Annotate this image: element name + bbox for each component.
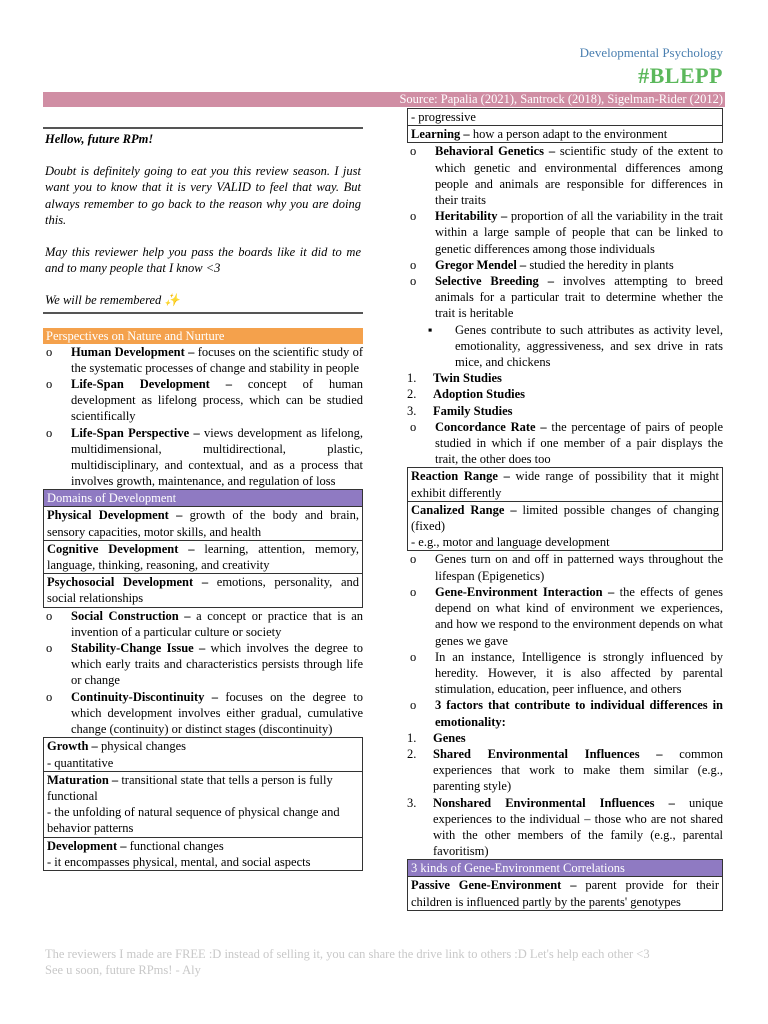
intro-paragraph-2: May this reviewer help you pass the boards like it did to me and to many people that I know <3	[45, 245, 361, 276]
domains-heading: Domains of Development	[44, 490, 362, 506]
list-item: o 3 factors that contribute to individual differences in emotionality:	[407, 697, 723, 729]
list-item: o Human Development – focuses on the scientific study of the systematic processes of change and stability in people	[43, 344, 363, 376]
list-item: o Heritability – proportion of all the variability in the trait within a large sample of people that can be linked to genetic differences among those individuals	[407, 208, 723, 257]
table-row: Psychosocial Development – emotions, personality, and social relationships	[44, 573, 362, 606]
list-item: o Continuity-Discontinuity – focuses on the degree to which development involves either gradual, cumulative change (continuity) or distinct stages (discontinuity)	[43, 689, 363, 738]
table-row: Canalized Range – limited possible changes of changing (fixed) - e.g., motor and language development	[408, 501, 722, 551]
list-item: 2. Shared Environmental Influences – common experiences that work to make them similar (e.g., parenting style)	[407, 746, 723, 794]
list-item: 1. Twin Studies	[407, 371, 502, 386]
table-row: Development – functional changes - it encompasses physical, mental, and social aspects	[44, 837, 362, 870]
source-band	[43, 92, 725, 107]
sub-bullet-list	[407, 322, 723, 371]
footer-note	[45, 946, 725, 978]
footer-line-1: The reviewers I made are FREE :D instead of selling it, you can share the drive link to others :D Let's help each other <3	[45, 947, 650, 961]
list-item: o Life-Span Perspective – views development as lifelong, multidimensional, multidirectional, plastic, multidisciplinary, and contextual, and as a process that involves growth, maintenance, and regulation of loss	[43, 425, 363, 490]
list-item: 3. Family Studies	[407, 403, 513, 418]
list-item: o Behavioral Genetics – scientific study of the extent to which genetic and environmental differences among people and animals are responsible for differences in their traits	[407, 143, 723, 208]
list-item: ▪ Genes contribute to such attributes as activity level, emotionality, aggressiveness, and sex drive in rats mice, and chickens	[455, 322, 723, 371]
list-item: o Concordance Rate – the percentage of pairs of people studied in which if one member of a pair displays the trait, the other does too	[407, 419, 723, 468]
perspectives-heading: Perspectives on Nature and Nurture	[43, 328, 363, 344]
gene-environment-list	[407, 551, 723, 729]
table-row: Passive Gene-Environment – parent provide for their children is influenced partly by the parents' genotypes	[408, 876, 722, 909]
intro-greeting: Hellow, future RPm!	[45, 132, 154, 146]
list-item: o Gregor Mendel – studied the heredity in plants	[407, 257, 723, 273]
range-table	[407, 467, 723, 551]
intro-closing: We will be remembered ✨	[45, 293, 180, 308]
concordance-list	[407, 419, 723, 468]
list-item: o Selective Breeding – involves attempting to breed animals for a particular trait to determine whether the trait is heritable	[407, 273, 723, 322]
table-row: Growth – physical changes - quantitative	[47, 739, 186, 770]
left-column	[43, 108, 363, 871]
right-column	[407, 108, 723, 911]
course-title: Developmental Psychology	[579, 45, 723, 60]
table-row: - progressive	[411, 110, 476, 124]
table-row: Reaction Range – wide range of possibility that it might exhibit differently	[411, 469, 719, 500]
intro-paragraph-1: Doubt is definitely going to eat you this review season. I just want you to know that it is very VALID to feel that way. But always remember to go back to the reason why you are doing this.	[45, 164, 361, 227]
source-citation: Source: Papalia (2021), Santrock (2018), Sigelman-Rider (2012)	[399, 92, 723, 106]
list-item: o In an instance, Intelligence is strongly influenced by heredity. However, it is also affected by parental stimulation, education, peer influence, and others	[407, 649, 723, 698]
list-item: o Genes turn on and off in patterned ways throughout the lifespan (Epigenetics)	[407, 551, 723, 583]
growth-table	[43, 737, 363, 871]
list-item: o Gene-Environment Interaction – the effects of genes depend on what kind of environment we experiences, and how we respond to the environment depends on what genes we gave	[407, 584, 723, 649]
correlations-heading: 3 kinds of Gene-Environment Correlations	[408, 860, 722, 876]
perspectives-list	[43, 344, 363, 490]
list-item: o Stability-Change Issue – which involves the degree to which early traits and characteristics persists through life or change	[43, 640, 363, 689]
footer-line-2: See u soon, future RPms! - Aly	[45, 963, 201, 977]
intro-note	[43, 127, 363, 314]
concepts-list	[43, 608, 363, 738]
domains-table	[43, 489, 363, 607]
learning-table	[407, 108, 723, 143]
table-row: Learning – how a person adapt to the environment	[408, 125, 722, 142]
genetics-list	[407, 143, 723, 321]
list-item: o Social Construction – a concept or practice that is an invention of a particular culture or society	[43, 608, 363, 640]
list-item: 1. Genes	[407, 730, 466, 745]
list-item: o Life-Span Development – concept of human development as lifelong process, which can be studied scientifically	[43, 376, 363, 425]
table-row: Maturation – transitional state that tells a person is fully functional - the unfolding of natural sequence of physical change and behavior patterns	[44, 771, 362, 837]
studies-list	[407, 370, 723, 419]
hashtag-title: #BLEPP	[638, 63, 723, 88]
correlations-table	[407, 859, 723, 910]
factors-list	[407, 730, 723, 860]
table-row: Physical Development – growth of the body and brain, sensory capacities, motor skills, and health	[44, 506, 362, 539]
table-row: Cognitive Development – learning, attention, memory, language, thinking, reasoning, and creativity	[44, 540, 362, 573]
list-item: 3. Nonshared Environmental Influences – unique experiences to the individual – those who are not shared with the other members of the family (e.g., parental favoritism)	[407, 795, 723, 859]
list-item: 2. Adoption Studies	[407, 387, 526, 402]
